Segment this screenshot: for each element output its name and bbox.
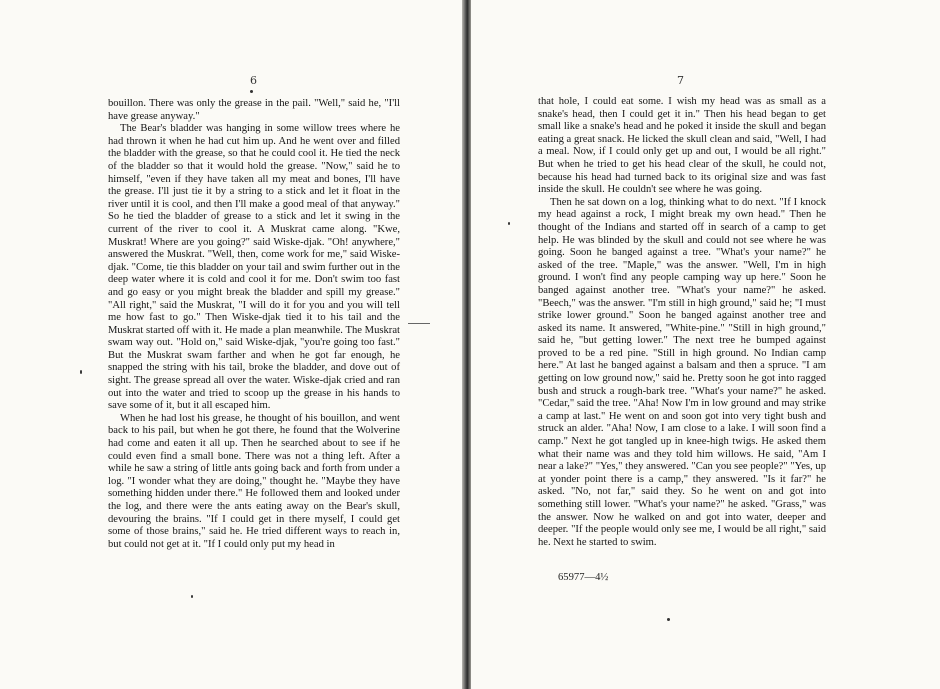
scan-speck	[191, 595, 193, 598]
page-number-left: 6	[250, 74, 257, 87]
page-number-right: 7	[677, 74, 684, 87]
paragraph: The Bear's bladder was hanging in some willow trees where he had thrown it when he had cut him up. And he went over and filled the bladder with the grease, so that he could cool it. He tied the neck of the bladder so that it would hold the grease. "Now," said he to himself, "even if they have taken all my meat and bones, I'll have the grease. I'll just tie it by a string to a stick and let it float in the river until it is cool, and then I'll make a good meal of that anyway." So he tied the bladder of grease to a stick and let it swing in the current of the river to cool it. A Muskrat came along. "Kwe, Muskrat! Where are you going?" said Wiske-djak. "Oh! anywhere," answered the Muskrat. "Well, then, come work for me," said Wiske-djak. "Come, tie this bladder on your tail and swim further out in the deep water where it is cold and cool it for me. Don't swim too fast and go easy or you might break the bladder and spill my grease." "All right," said the Muskrat, "I will do it for you and you will tell me how fast to go." Then Wiske-djak tied it to his tail and the Muskrat started off with it. He made a plan meanwhile. The Muskrat swam way out. "Hold on," said Wiske-djak, "you're going too fast." But the Muskrat swam farther and when he got far enough, he snapped the string with his tail, broke the bladder, and dove out of sight. The grease spread all over the water. Wiske-djak cried and ran out into the water and tried to scoop up the grease in his hands to save some of it, but it all escaped him.	[108, 123, 400, 412]
scan-speck	[80, 370, 82, 374]
scan-speck	[250, 90, 253, 93]
right-page-text	[538, 96, 826, 549]
scan-speck	[667, 618, 670, 621]
left-page-text	[108, 98, 400, 551]
right-page	[471, 0, 940, 689]
paragraph: bouillon. There was only the grease in the pail. "Well," said he, "I'll have grease anyway."	[108, 98, 400, 122]
paragraph: When he had lost his grease, he thought of his bouillon, and went back to his pail, but when he got there, he found that the Wolverine had come and eaten it all up. Then he searched about to see if he could even find a small bone. There was not a thing left. After a while he saw a string of little ants going back and forth from under a log. "I wonder what they are doing," thought he. "Maybe they have something hidden under there." He followed them and looked under the log, and there were the ants eating away on the Bear's skull, devouring the brains. "If I could get in there myself, I could get some of those brains," said he. He tried different ways to reach in, but could not get at it. "If I could only put my head in	[108, 412, 400, 550]
paragraph: that hole, I could eat some. I wish my head was as small as a snake's head, then I could get it in." Then his head began to get small like a snake's head and he poked it inside the skull and began eating a great snack. He licked the skull clean and said, "Well, I had a meal. Now, if I could only get up and out, I would be all right." But when he tried to get his head clear of the skull, he could not, because his head had turned back to its original size and was fast inside the skull. He couldn't see where he was going.	[538, 96, 826, 196]
paragraph: Then he sat down on a log, thinking what to do next. "If I knock my head against a rock, I might break my own head." Then he thought of the Indians and started off in search of a camp to get help. He was blinded by the skull and could not see where he was going. Soon he banged against a tree. "What's your name?" he asked of the tree. "Maple," was the answer. "Well, I'm in high ground. I won't find any people camping way up here." Soon he banged against another tree. "What's your name?" he asked. "Beech," was the answer. "I'm still in high ground," said he; "I must strike lower ground." Soon he banged against another tree and asked its name. It answered, "White-pine." "Still in high ground," said he, "but getting lower." The next tree he bumped against proved to be a red pine. "Still in high ground. No Indian camp here." At last he banged against a balsam and then a spruce. "I am getting on low ground now," said he. Pretty soon he got into ragged bush and struck a rough-bark tree. "What's your name?" he asked. "Cedar," said the tree. "Aha! Now I'm in low ground and may strike a camp at last." He went on and soon got into very tight bush and struck an alder. "Aha! Now, I am close to a lake. I will soon find a camp." Next he got tangled up in knee-high twigs. He asked them what their name was and they told him willows. He said, "Am I near a lake?" "Yes," they answered. "Can you see people?" "Yes, up at yonder point there is a camp," they answered. "Is it far?" he asked. "No, not far," said they. So he went on and got into something still lower. "What's your name?" he asked. "Grass," was the answer. Now he walked on and got into water, deeper and deeper. "If the people would only see me, I would be all right," said he. Next he started to swim.	[538, 196, 826, 548]
printer-signature-mark: 65977—4½	[558, 572, 609, 583]
book-gutter	[462, 0, 471, 689]
scan-mark	[408, 323, 430, 324]
left-page	[0, 0, 462, 689]
scan-speck	[508, 222, 510, 225]
